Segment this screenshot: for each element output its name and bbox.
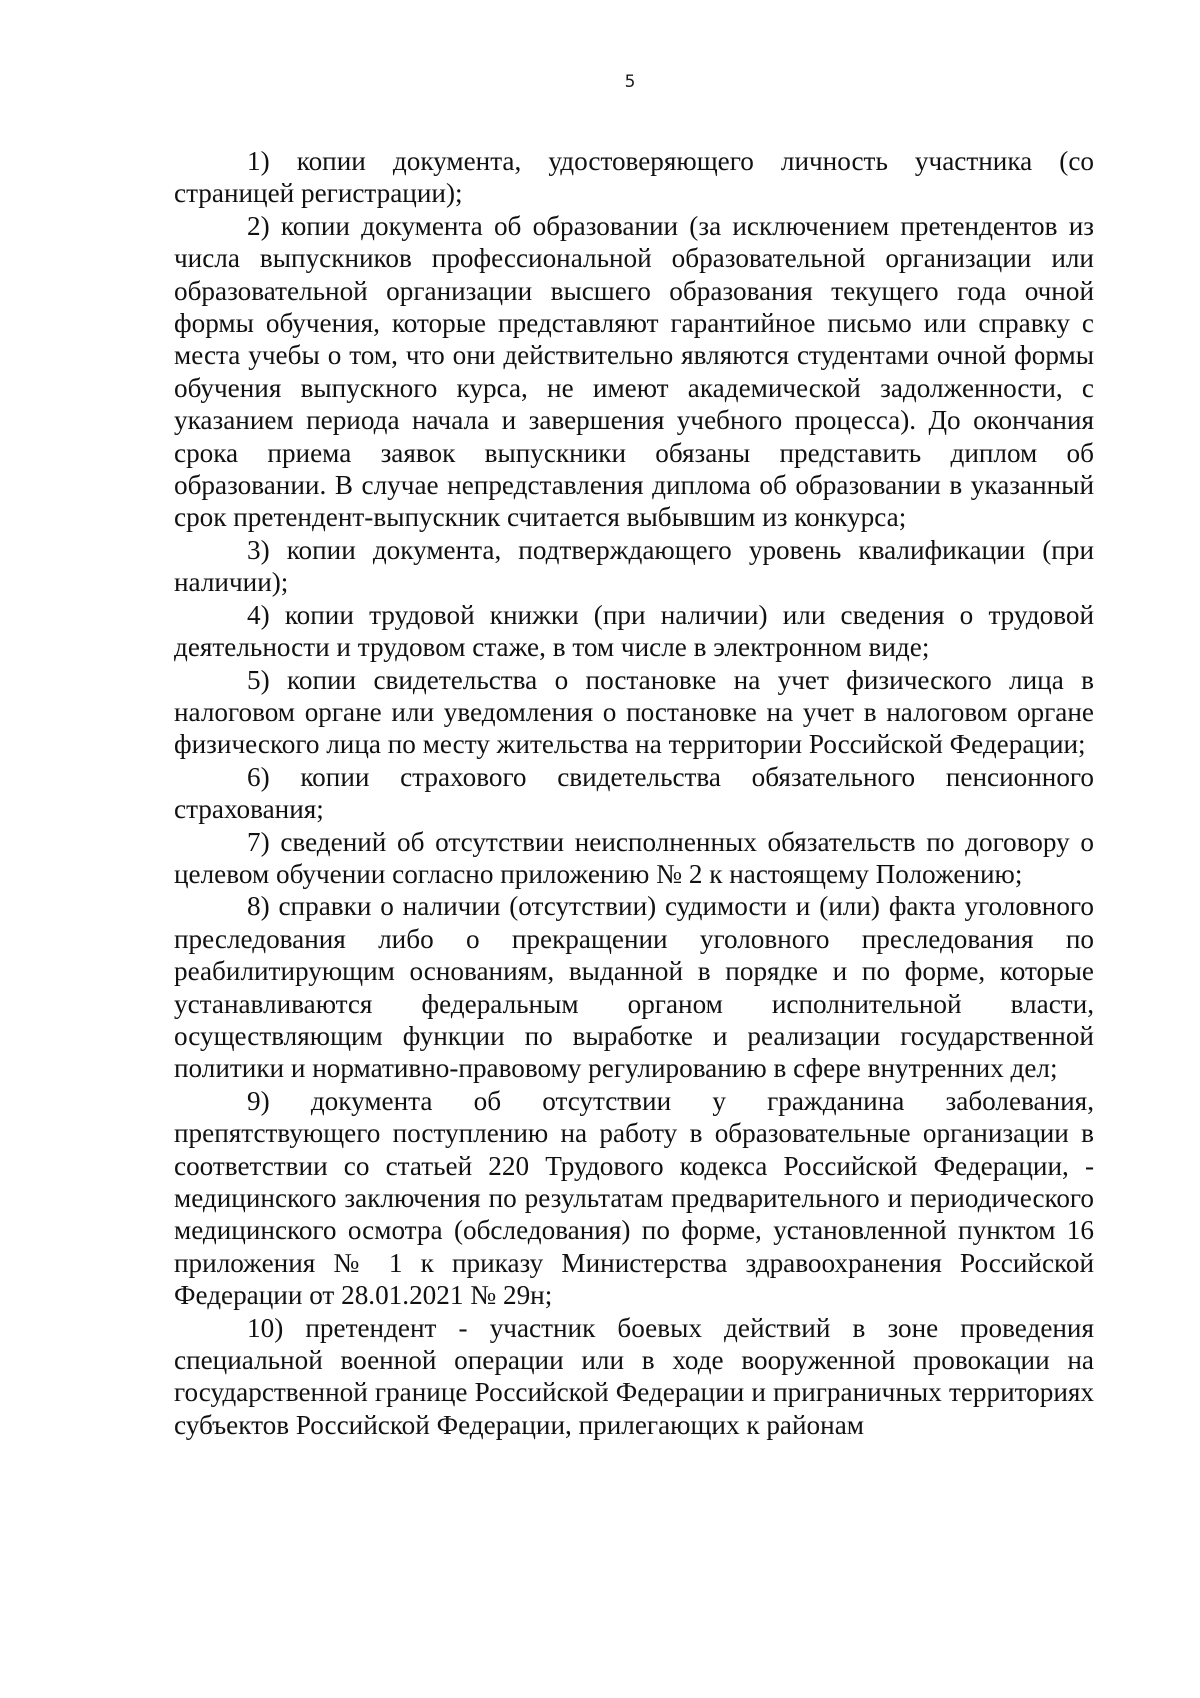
list-item-3: 3) копии документа, подтверждающего уровень квалификации (при наличии); — [174, 534, 1094, 598]
list-item-5: 5) копии свидетельства о постановке на учет физического лица в налоговом органе или уведомления о постановке на учет в налоговом органе физического лица по месту жительства на территории Российской Федерации; — [174, 664, 1094, 760]
list-item-6: 6) копии страхового свидетельства обязательного пенсионного страхования; — [174, 761, 1094, 825]
list-item-7: 7) сведений об отсутствии неисполненных обязательств по договору о целевом обучении согласно приложению № 2 к настоящему Положению; — [174, 826, 1094, 889]
page-number: 5 — [624, 72, 636, 92]
list-item-8: 8) справки о наличии (отсутствии) судимости и (или) факта уголовного преследования либо о прекращении уголовного преследования по реабилитирующим основаниям, выданной в порядке и по форме, которые устанавливаются федеральным органом исполнительной власти, осуществляющим функции по выработке и реализации государственной политики и нормативно-правовому регулированию в сфере внутренних дел; — [174, 891, 1094, 1084]
list-item-1: 1) копии документа, удостоверяющего личность участника (со страницей регистрации); — [174, 146, 1094, 209]
list-item-10: 10) претендент - участник боевых действий в зоне проведения специальной военной операции или в ходе вооруженной провокации на государственной границе Российской Федерации и приграничных территориях субъектов Российской Федерации, прилегающих к районам — [174, 1312, 1094, 1440]
list-item-2: 2) копии документа об образовании (за исключением претендентов из числа выпускников профессиональной образовательной организации или образовательной организации высшего образования текущего года очной формы обучения, которые представляют гарантийное письмо или справку с места учебы о том, что они действительно являются студентами очной формы обучения выпускного курса, не имеют академической задолженности, с указанием периода начала и завершения учебного процесса). До окончания срока приема заявок выпускники обязаны представить диплом об образовании. В случае непредставления диплома об образовании в указанный срок претендент-выпускник считается выбывшим из конкурса; — [174, 210, 1094, 533]
list-item-4: 4) копии трудовой книжки (при наличии) или сведения о трудовой деятельности и трудовом стаже, в том числе в электронном виде; — [174, 599, 1094, 663]
document-body — [174, 145, 1094, 1441]
list-item-9: 9) документа об отсутствии у гражданина заболевания, препятствующего поступлению на работу в образовательные организации в соответствии со статьей 220 Трудового кодекса Российской Федерации, - медицинского заключения по результатам предварительного и периодического медицинского осмотра (обследования) по форме, установленной пунктом 16 приложения № 1 к приказу Министерства здравоохранения Российской Федерации от 28.01.2021 № 29н; — [174, 1085, 1094, 1311]
